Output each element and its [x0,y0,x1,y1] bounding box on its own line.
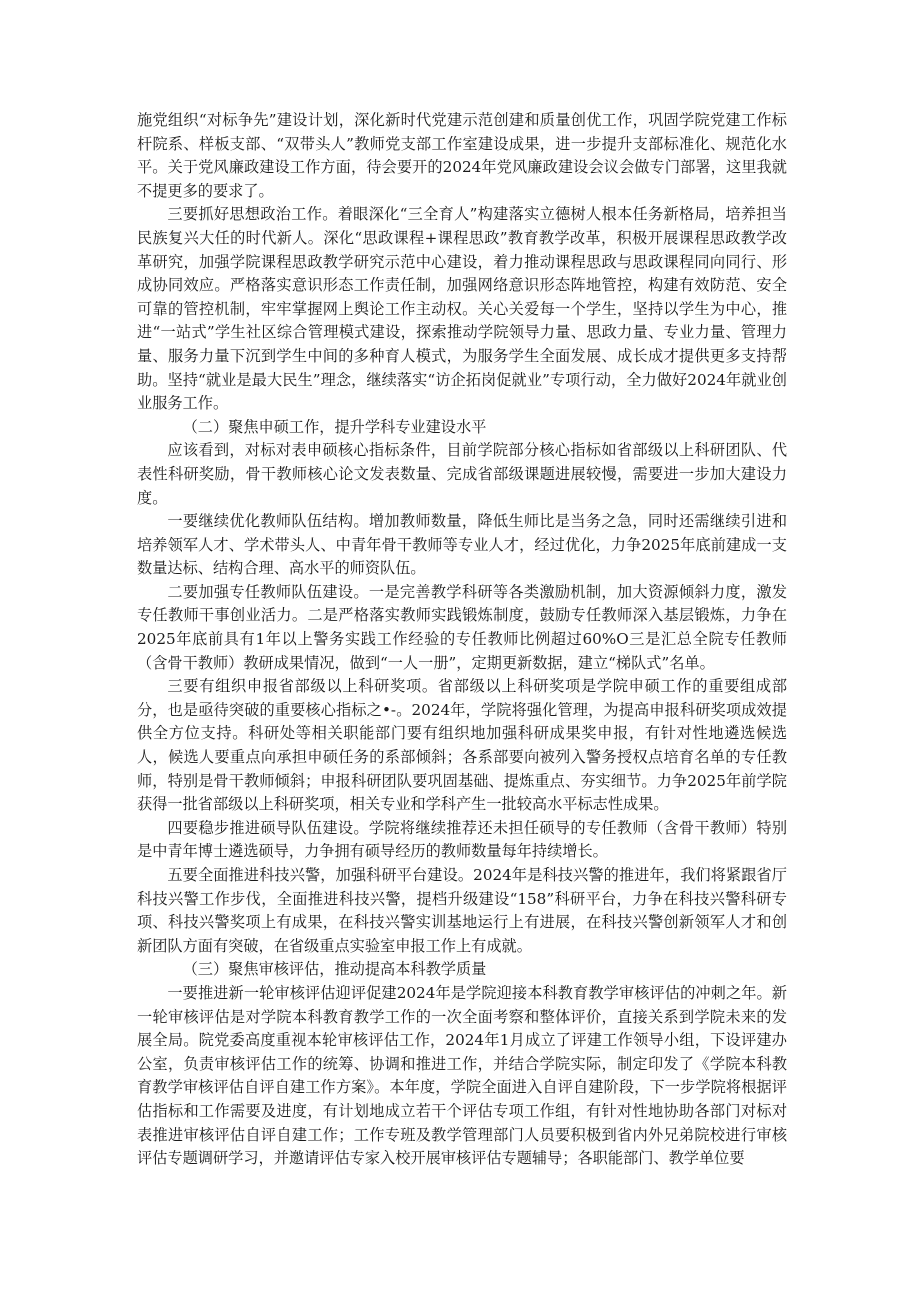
paragraph-continuation: 施党组织“对标争先”建设计划，深化新时代党建示范创建和质量创优工作，巩固学院党建工作标杆院系、样板支部、“双带头人”教师党支部工作室建设成果，进一步提升支部标准化、规范化水平。关于党风廉政建设工作方面，待会要开的2024年党风廉政建设会议会做专门部署，这里我就不提更多的要求了。 [137,111,787,200]
paragraph-supervisor-team: 四要稳步推进硕导队伍建设。学院将继续推荐还未担任硕导的专任教师（含骨干教师）特别是中青年博士遴选硕导，力争拥有硕导经历的教师数量每年持续增长。 [137,818,787,861]
paragraph-research-awards: 三要有组织申报省部级以上科研奖项。省部级以上科研奖项是学院申硕工作的重要组成部分，也是亟待突破的重要核心指标之•-。2024年，学院将强化管理，为提高申报科研奖项成效提供全方位支持。科研处等相关职能部门要有组织地加强科研成果奖申报，有针对性地遴选候选人，候选人要重点向承担申硕任务的系部倾斜；各系部要向被列入警务授权点培育名单的专任教师，特别是骨干教师倾斜；申报科研团队要巩固基础、提炼重点、夯实细节。力争2025年前学院获得一批省部级以上科研奖项，相关专业和学科产生一批较高水平标志性成果。 [137,677,787,814]
paragraph-audit-evaluation: 一要推进新一轮审核评估迎评促建2024年是学院迎接本科教育教学审核评估的冲刺之年。新一轮审核评估是对学院本科教育教学工作的一次全面考察和整体评价，直接关系到学院未来的发展全局。院党委高度重视本轮审核评估工作，2024年1月成立了评建工作领导小组，下设评建办公室，负责审核评估工作的统筹、协调和推进工作，并结合学院实际，制定印发了《学院本科教育教学审核评估自评自建工作方案》。本年度，学院全面进入自评自建阶段，下一步学院将根据评估指标和工作需要及进度，有计划地成立若干个评估专项工作组，有针对性地协助各部门对标对表推进审核评估自评自建工作；工作专班及教学管理部门人员要积极到省内外兄弟院校进行审核评估专题调研学习，并邀请评估专家入校开展审核评估专题辅导；各职能部门、教学单位要 [137,983,787,1168]
paragraph-teacher-structure: 一要继续优化教师队伍结构。增加教师数量，降低生师比是当务之急，同时还需继续引进和培养领军人才、学术带头人、中青年骨干教师等专业人才，经过优化，力争2025年底前建成一支数量达标、结构合理、高水平的师资队伍。 [137,512,787,578]
paragraph-fulltime-teachers: 二要加强专任教师队伍建设。一是完善教学科研等各类激励机制，加大资源倾斜力度，激发专任教师干事创业活力。二是严格落实教师实践锻炼制度，鼓励专任教师深入基层锻炼，力争在2025年底前具有1年以上警务实践工作经验的专任教师比例超过60%O三是汇总全院专任教师（含骨干教师）教研成果情况，做到“一人一册”，定期更新数据，建立“梯队式”名单。 [137,582,787,672]
paragraph-ideological-work: 三要抓好思想政治工作。着眼深化“三全育人”构建落实立德树人根本任务新格局，培养担当民族复兴大任的时代新人。深化“思政课程+课程思政”教育教学改革，积极开展课程思政教学改革研究，加强学院课程思政教学研究示范中心建设，着力推动课程思政与思政课程同向同行、形成协同效应。严格落实意识形态工作责任制，加强网络意识形态阵地管控，构建有效防范、安全可靠的管控机制，牢牢掌握网上舆论工作主动权。关心关爱每一个学生，坚持以学生为中心，推进“一站式”学生社区综合管理模式建设，探索推动学院领导力量、思政力量、专业力量、管理力量、服务力量下沉到学生中间的多种育人模式，为服务学生全面发展、成长成才提供更多支持帮助。坚持“就业是最大民生”理念，继续落实“访企拓岗促就业”专项行动，全力做好2024年就业创业服务工作。 [137,205,787,413]
paragraph-tech-police: 五要全面推进科技兴警，加强科研平台建设。2024年是科技兴警的推进年，我们将紧跟省厅科技兴警工作步伐，全面推进科技兴警，提档升级建设“158”科研平台，力争在科技兴警科研专项、科技兴警奖项上有成果，在科技兴警实训基地运行上有进展，在科技兴警创新领军人才和创新团队方面有突破，在省级重点实验室申报工作上有成就。 [137,866,787,955]
section-heading-3: （三）聚焦审核评估，推动提高本科教学质量 [182,960,487,979]
section-heading-2: （二）聚焦申硕工作，提升学科专业建设水平 [182,417,487,436]
paragraph-core-indicators: 应该看到，对标对表申硕核心指标条件，目前学院部分核心指标如省部级以上科研团队、代表性科研奖励，骨干教师核心论文发表数量、完成省部级课题进展较慢，需要进一步加大建设力度。 [137,441,787,507]
document-body [137,109,787,1171]
